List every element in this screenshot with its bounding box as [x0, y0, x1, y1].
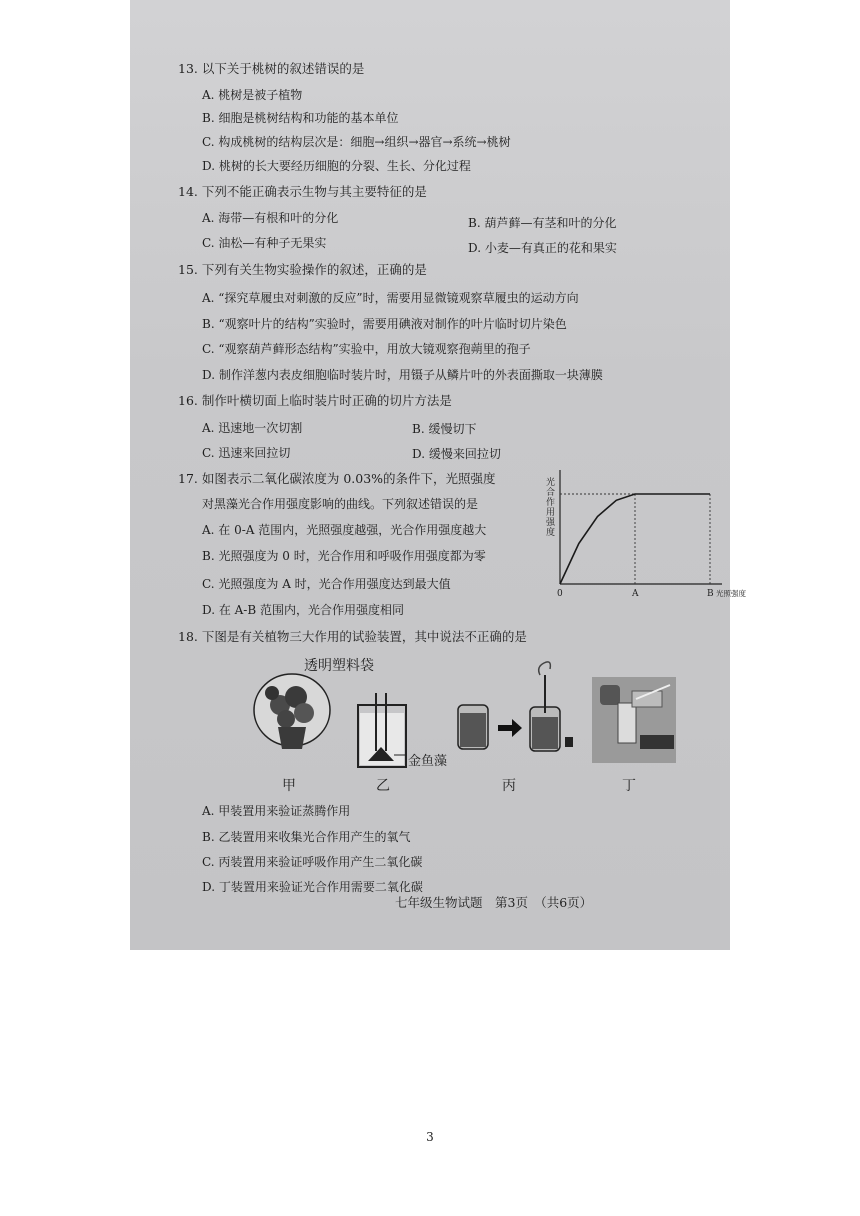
question-15-stem: 15. 下列有关生物实验操作的叙述，正确的是	[178, 262, 427, 277]
apparatus-ding	[592, 677, 676, 763]
q17-option-d: D. 在 A-B 范围内，光合作用强度相同	[202, 603, 404, 617]
photosynthesis-light-curve-chart	[542, 462, 746, 602]
page-footer: 七年级生物试题 第3页 （共6页）	[395, 895, 593, 910]
q13-option-d: D. 桃树的长大要经历细胞的分裂、生长、分化过程	[202, 159, 471, 173]
panel-label-yi: 乙	[376, 778, 390, 794]
chart-axes	[560, 470, 722, 584]
q16-option-a: A. 迅速地一次切割	[202, 421, 303, 435]
q14-option-b: B. 葫芦藓—有茎和叶的分化	[468, 216, 617, 230]
bag-label: 透明塑料袋	[304, 658, 374, 674]
q15-option-d: D. 制作洋葱内表皮细胞临时装片时，用镊子从鳞片叶的外表面撕取一块薄膜	[202, 368, 603, 382]
panel-label-ding: 丁	[622, 778, 636, 794]
question-14-stem: 14. 下列不能正确表示生物与其主要特征的是	[178, 184, 427, 199]
chart-tick-B: B	[707, 589, 714, 599]
q17-option-a: A. 在 0-A 范围内，光照强度越强，光合作用强度越大	[202, 523, 487, 537]
experiment-apparatus-drawing	[240, 655, 690, 795]
q14-option-c: C. 油松—有种子无果实	[202, 236, 327, 250]
panel-label-bing: 丙	[502, 778, 516, 794]
chart-tick-A: A	[632, 589, 639, 599]
q13-option-b: B. 细胞是桃树结构和功能的基本单位	[202, 111, 399, 125]
q14-option-d: D. 小麦—有真正的花和果实	[468, 241, 617, 255]
q17-option-b: B. 光照强度为 0 时，光合作用和呼吸作用强度都为零	[202, 549, 486, 563]
question-18-stem: 18. 下图是有关植物三大作用的试验装置，其中说法不正确的是	[178, 629, 527, 644]
q14-option-a: A. 海带—有根和叶的分化	[202, 211, 339, 225]
q13-option-c: C. 构成桃树的结构层次是：细胞→组织→器官→系统→桃树	[202, 135, 511, 149]
chart-x-axis-label: 光照强度	[716, 589, 746, 598]
q16-option-d: D. 缓慢来回拉切	[412, 447, 501, 461]
question-13-stem: 13. 以下关于桃树的叙述错误的是	[178, 61, 365, 76]
q18-option-a: A. 甲装置用来验证蒸腾作用	[202, 804, 351, 818]
scanned-exam-photo	[130, 0, 746, 950]
question-16-stem: 16. 制作叶横切面上临时装片时正确的切片方法是	[178, 393, 452, 408]
q15-option-b: B. “观察叶片的结构”实验时，需要用碘液对制作的叶片临时切片染色	[202, 317, 567, 331]
plant-label: 金鱼藻	[408, 754, 448, 769]
apparatus-jia	[254, 674, 330, 749]
q18-option-c: C. 丙装置用来验证呼吸作用产生二氧化碳	[202, 855, 423, 869]
q15-option-c: C. “观察葫芦藓形态结构”实验中，用放大镜观察孢蒴里的孢子	[202, 342, 531, 356]
question-17-stem-line2: 对黑藻光合作用强度影响的曲线。下列叙述错误的是	[202, 497, 479, 511]
page-number: 3	[426, 1130, 434, 1144]
q16-option-c: C. 迅速来回拉切	[202, 446, 291, 460]
apparatus-bing	[458, 662, 573, 751]
q17-option-c: C. 光照强度为 A 时，光合作用强度达到最大值	[202, 577, 451, 591]
question-17-stem-line1: 17. 如图表示二氧化碳浓度为 0.03%的条件下，光照强度	[178, 471, 496, 486]
q13-option-a: A. 桃树是被子植物	[202, 88, 303, 102]
experiment-figure	[240, 655, 690, 795]
q15-option-a: A. “探究草履虫对刺激的反应”时，需要用显微镜观察草履虫的运动方向	[202, 291, 579, 305]
chart-tick-0: 0	[557, 589, 563, 599]
chart-tick-labels	[557, 589, 714, 599]
q18-option-b: B. 乙装置用来收集光合作用产生的氧气	[202, 830, 411, 844]
q16-option-b: B. 缓慢切下	[412, 422, 477, 436]
chart-y-axis-label: 光合作用强度	[546, 478, 556, 538]
panel-label-jia: 甲	[282, 778, 296, 794]
apparatus-yi	[358, 693, 406, 767]
q18-option-d: D. 丁装置用来验证光合作用需要二氧化碳	[202, 880, 423, 894]
